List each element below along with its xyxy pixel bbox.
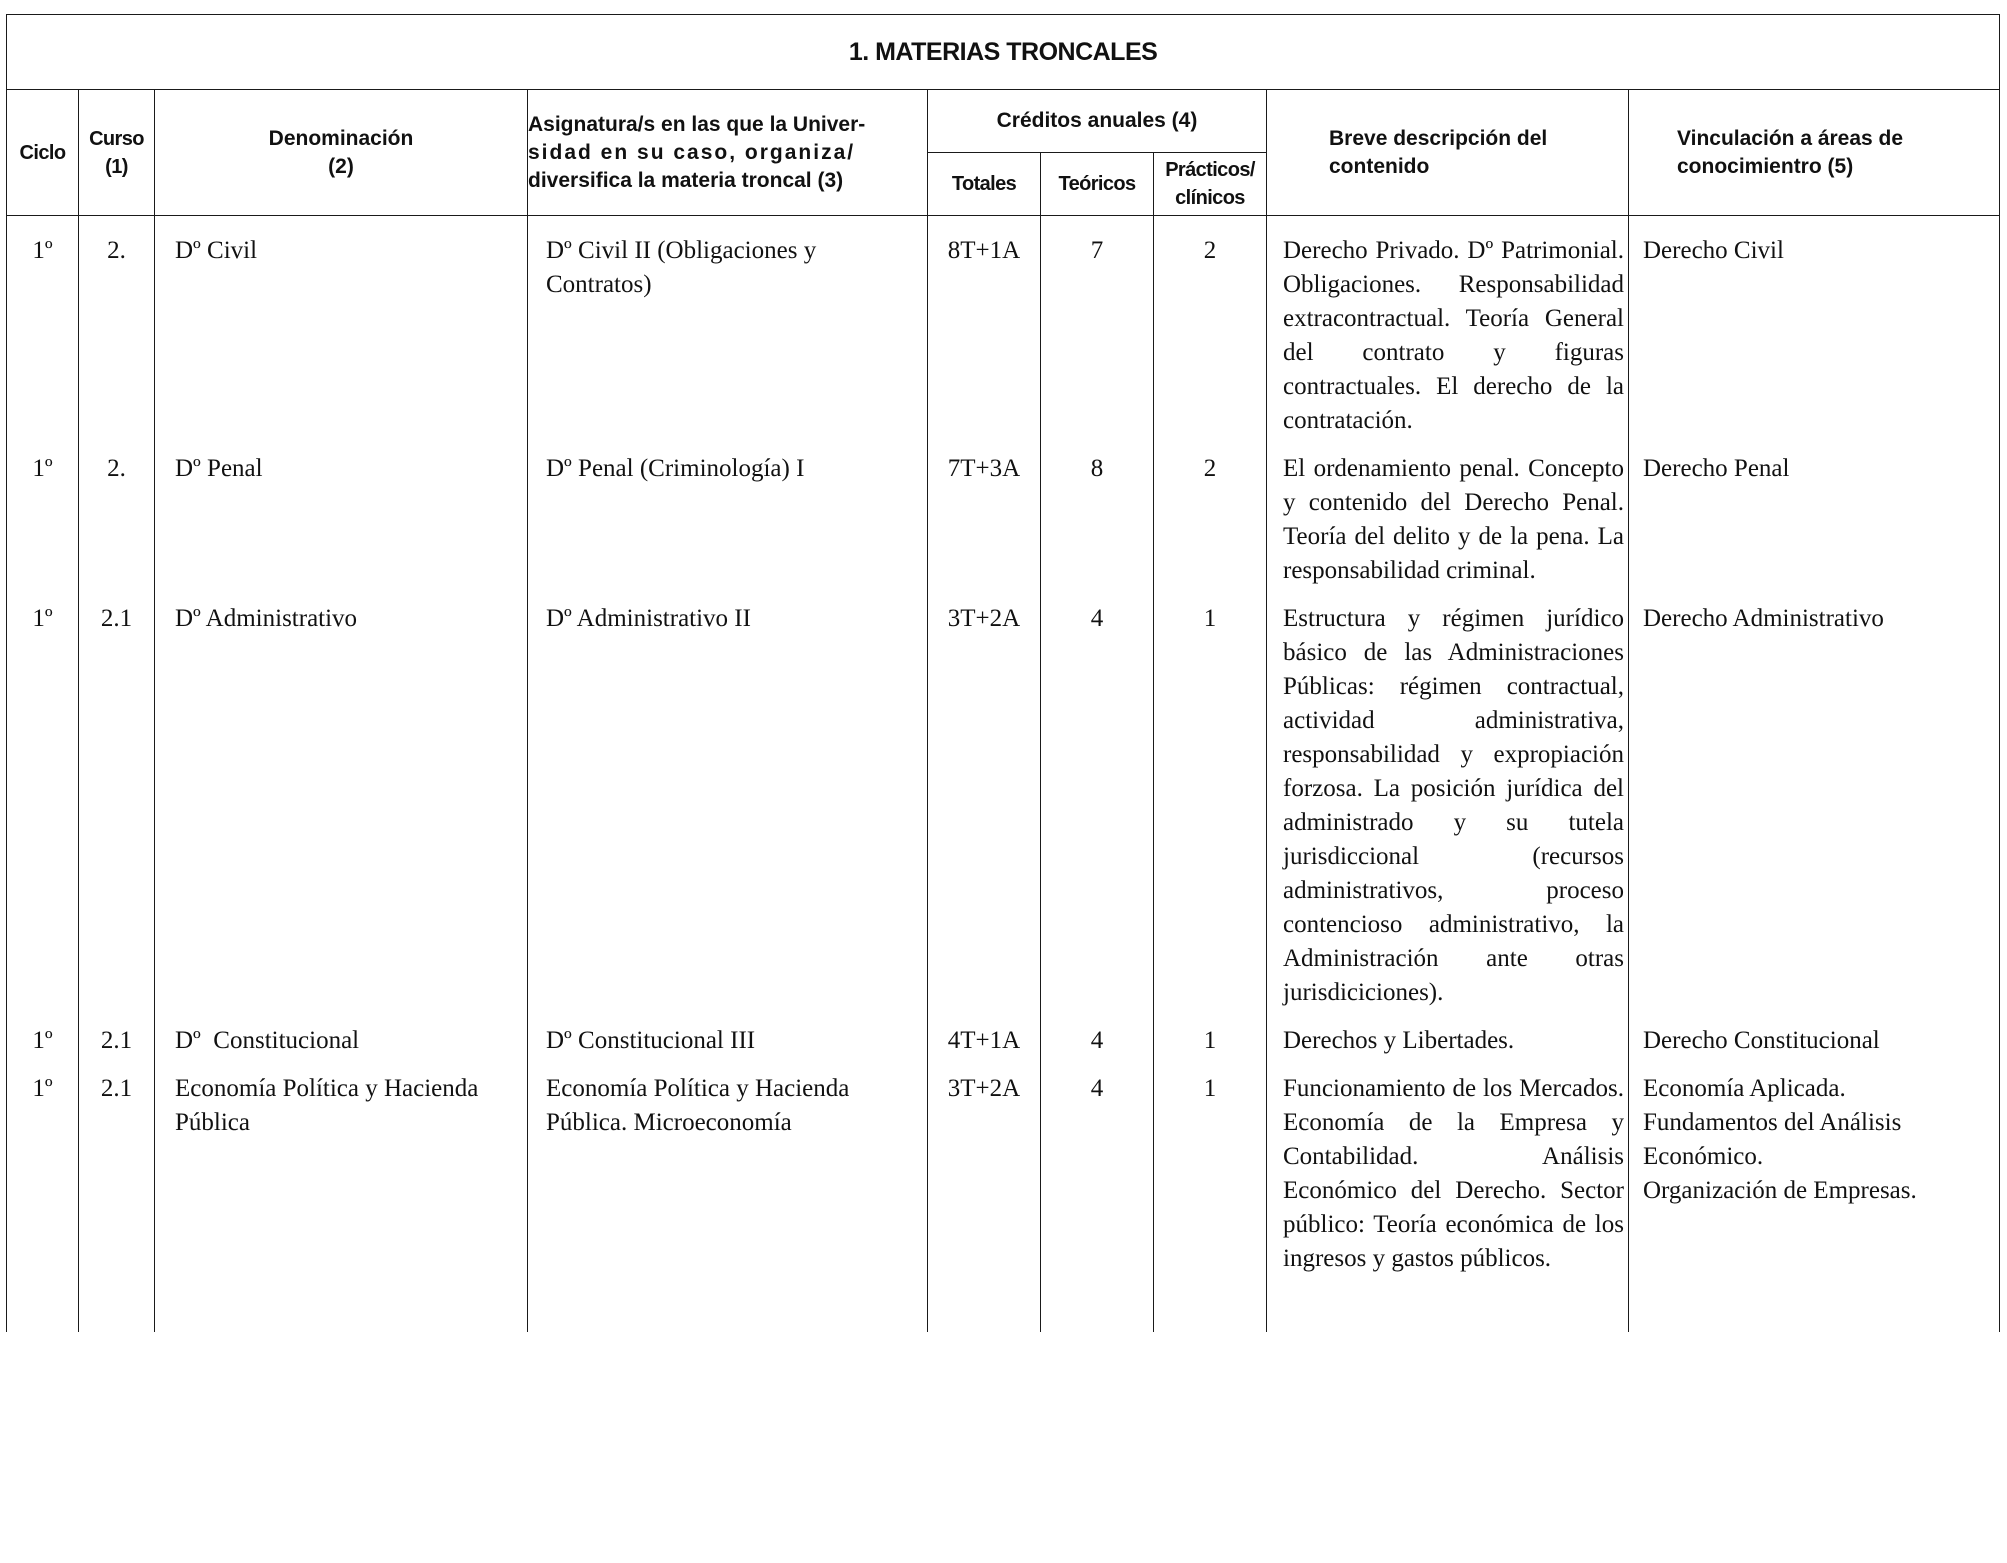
cell-curso: 2. bbox=[79, 438, 155, 588]
area-item: Fundamentos del Análisis Económico. bbox=[1643, 1109, 1902, 1170]
cell-descripcion: Derecho Privado. Dº Patrimonial. Obligaciones. Responsabilidad extracontractual. Teoría General del contrato y figuras contractuales. El derecho de la contratación. bbox=[1267, 216, 1629, 439]
cell-ciclo: 1º bbox=[7, 1058, 79, 1332]
header-curso bbox=[79, 90, 155, 216]
header-ciclo: Ciclo bbox=[7, 90, 79, 216]
cell-descripcion: El ordenamiento penal. Concepto y contenido del Derecho Penal. Teoría del delito y de la pena. La responsabilidad criminal. bbox=[1267, 438, 1629, 588]
cell-teoricos: 4 bbox=[1041, 1058, 1154, 1332]
cell-totales: 4T+1A bbox=[928, 1010, 1041, 1058]
table-row bbox=[7, 588, 2000, 1010]
cell-areas bbox=[1629, 1010, 2000, 1058]
area-item: Economía Aplicada. bbox=[1643, 1075, 1846, 1102]
cell-asignatura: Dº Civil II (Obligaciones y Contratos) bbox=[528, 216, 928, 439]
cell-curso: 2.1 bbox=[79, 588, 155, 1010]
table-row bbox=[7, 216, 2000, 439]
area-item: Derecho Administrativo bbox=[1643, 605, 1884, 632]
header-vinculacion-line2: conocimientro (5) bbox=[1677, 154, 1854, 178]
header-practicos-line2: clínicos bbox=[1175, 187, 1245, 209]
cell-ciclo: 1º bbox=[7, 588, 79, 1010]
cell-teoricos: 4 bbox=[1041, 588, 1154, 1010]
header-practicos bbox=[1154, 153, 1267, 216]
cell-ciclo: 1º bbox=[7, 438, 79, 588]
header-denominacion-label: Denominación bbox=[268, 126, 414, 150]
cell-denominacion: Dº Administrativo bbox=[155, 588, 528, 1010]
cell-practicos: 1 bbox=[1154, 1010, 1267, 1058]
header-descripcion-line2: contenido bbox=[1329, 154, 1430, 178]
area-item: Derecho Penal bbox=[1643, 455, 1790, 482]
header-denominacion-note: (2) bbox=[328, 154, 354, 178]
cell-curso: 2.1 bbox=[79, 1010, 155, 1058]
materias-troncales-table bbox=[6, 14, 2000, 1332]
cell-asignatura: Dº Penal (Criminología) I bbox=[528, 438, 928, 588]
cell-practicos: 1 bbox=[1154, 1058, 1267, 1332]
cell-areas bbox=[1629, 216, 2000, 439]
cell-teoricos: 8 bbox=[1041, 438, 1154, 588]
cell-totales: 3T+2A bbox=[928, 1058, 1041, 1332]
table-title: 1. MATERIAS TRONCALES bbox=[7, 15, 2000, 90]
cell-ciclo: 1º bbox=[7, 1010, 79, 1058]
header-totales: Totales bbox=[928, 153, 1041, 216]
cell-teoricos: 4 bbox=[1041, 1010, 1154, 1058]
header-curso-note: (1) bbox=[105, 155, 128, 178]
cell-curso: 2.1 bbox=[79, 1058, 155, 1332]
cell-totales: 3T+2A bbox=[928, 588, 1041, 1010]
cell-asignatura: Economía Política y Hacienda Pública. Microeconomía bbox=[528, 1058, 928, 1332]
header-creditos: Créditos anuales (4) bbox=[928, 90, 1267, 153]
header-denominacion bbox=[155, 90, 528, 216]
header-vinculacion bbox=[1629, 90, 2000, 216]
cell-practicos: 2 bbox=[1154, 216, 1267, 439]
header-asignatura-line1: Asignatura/s en las que la Univer- bbox=[528, 112, 866, 136]
header-descripcion-line1: Breve descripción del bbox=[1329, 126, 1548, 150]
cell-totales: 7T+3A bbox=[928, 438, 1041, 588]
header-teoricos: Teóricos bbox=[1041, 153, 1154, 216]
header-asignatura-line3: diversifica la materia troncal (3) bbox=[528, 168, 844, 192]
cell-denominacion: Economía Política y Hacienda Pública bbox=[155, 1058, 528, 1332]
cell-denominacion: Dº Civil bbox=[155, 216, 528, 439]
cell-denominacion: Dº Constitucional bbox=[155, 1010, 528, 1058]
header-curso-label: Curso bbox=[89, 127, 144, 150]
table-row bbox=[7, 1058, 2000, 1332]
cell-denominacion: Dº Penal bbox=[155, 438, 528, 588]
cell-ciclo: 1º bbox=[7, 216, 79, 439]
cell-practicos: 2 bbox=[1154, 438, 1267, 588]
header-asignatura-line2: sidad en su caso, organiza/ bbox=[528, 140, 856, 164]
header-practicos-line1: Prácticos/ bbox=[1165, 159, 1255, 181]
header-descripcion bbox=[1267, 90, 1629, 216]
cell-areas bbox=[1629, 588, 2000, 1010]
table-row bbox=[7, 438, 2000, 588]
cell-areas bbox=[1629, 438, 2000, 588]
cell-asignatura: Dº Constitucional III bbox=[528, 1010, 928, 1058]
table-row bbox=[7, 1010, 2000, 1058]
area-item: Derecho Constitucional bbox=[1643, 1027, 1880, 1054]
cell-descripcion: Derechos y Libertades. bbox=[1267, 1010, 1629, 1058]
cell-areas bbox=[1629, 1058, 2000, 1332]
area-item: Derecho Civil bbox=[1643, 237, 1784, 264]
cell-asignatura: Dº Administrativo II bbox=[528, 588, 928, 1010]
cell-practicos: 1 bbox=[1154, 588, 1267, 1010]
cell-curso: 2. bbox=[79, 216, 155, 439]
header-vinculacion-line1: Vinculación a áreas de bbox=[1677, 126, 1904, 150]
cell-teoricos: 7 bbox=[1041, 216, 1154, 439]
area-item: Organización de Empresas. bbox=[1643, 1177, 1917, 1204]
cell-descripcion: Estructura y régimen jurídico básico de las Administraciones Públicas: régimen contractual, actividad administrativa, responsabilidad y expropiación forzosa. La posición jurídica del administrado y su tutela jurisdiccional (recursos administrativos, proceso contencioso administrativo, la Administración ante otras jurisdiciciones). bbox=[1267, 588, 1629, 1010]
header-asignatura bbox=[528, 90, 928, 216]
cell-totales: 8T+1A bbox=[928, 216, 1041, 439]
materias-troncales-page bbox=[6, 14, 1999, 1563]
cell-descripcion: Funcionamiento de los Mercados. Economía de la Empresa y Contabilidad. Análisis Económico del Derecho. Sector público: Teoría económica de los ingresos y gastos públicos. bbox=[1267, 1058, 1629, 1332]
